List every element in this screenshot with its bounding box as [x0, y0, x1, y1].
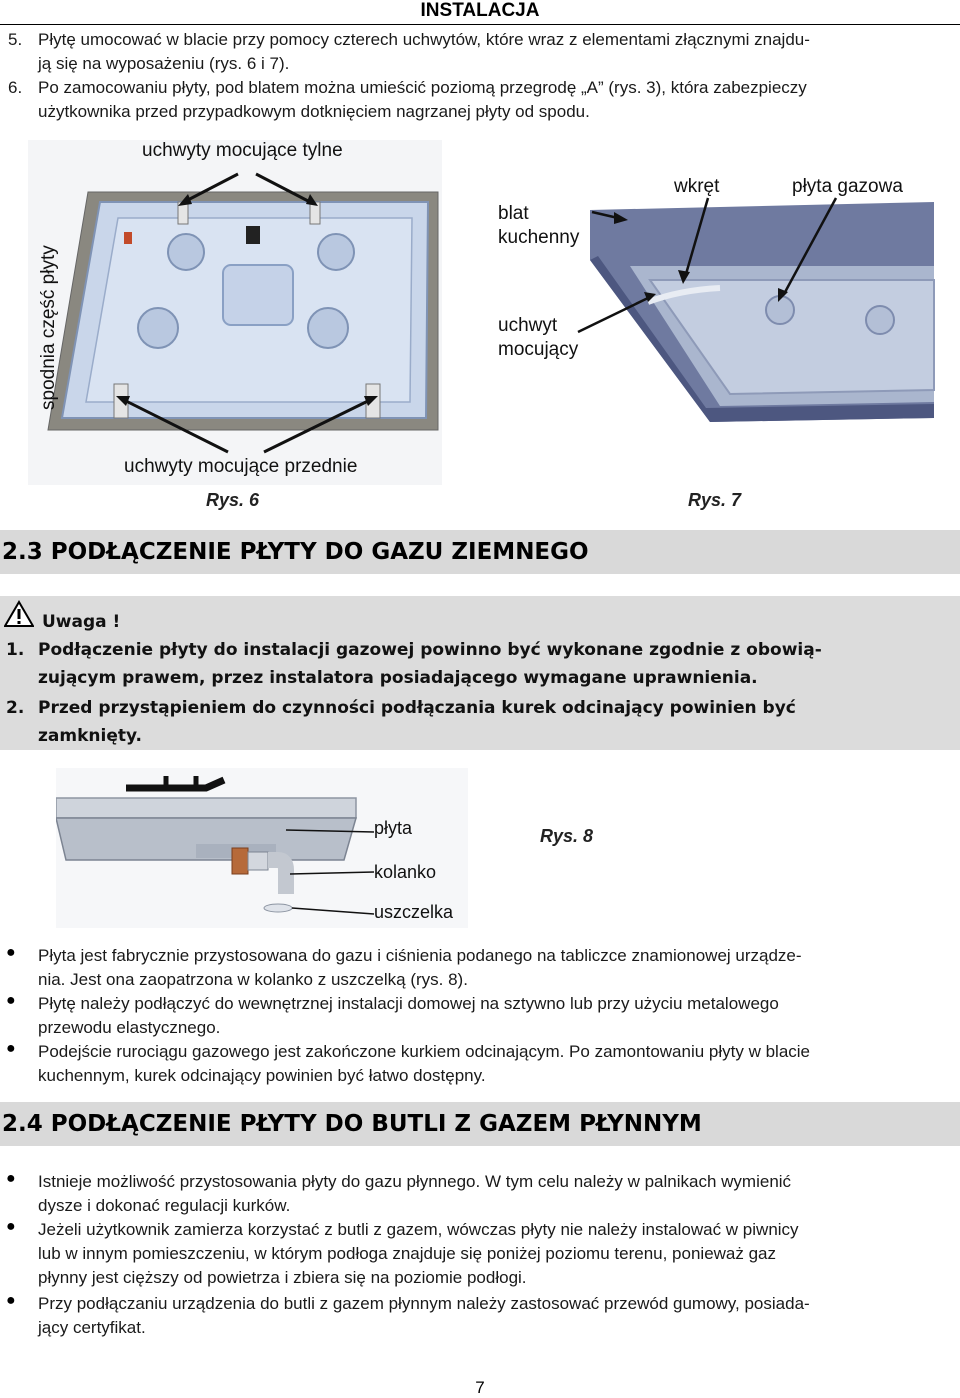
item-number: 2. — [6, 698, 25, 718]
bullet-item — [0, 992, 960, 1040]
step-number: 5. — [8, 30, 23, 49]
section-2-4-header — [0, 1102, 960, 1146]
figure-6 — [28, 140, 442, 485]
warning-item-2 — [0, 694, 956, 750]
bullet-item — [0, 1040, 960, 1088]
item-line: Podłączenie płyty do instalacji gazowej powinno być wykonane zgodnie z obowią- — [38, 640, 822, 660]
label-mounting-clip — [498, 314, 578, 362]
bullet-line: Płyta jest fabrycznie przystosowana do gazu i ciśnienia podanego na tabliczce znamionowej urządze- — [38, 946, 802, 965]
bullet-line: przewodu elastycznego. — [38, 1018, 221, 1037]
bullet-item — [0, 1170, 960, 1218]
label-gas-hob: płyta gazowa — [792, 176, 903, 197]
label-countertop — [498, 202, 579, 250]
label-gasket: uszczelka — [374, 902, 454, 922]
header-divider — [0, 24, 960, 25]
section-title: 2.3 PODŁĄCZENIE PŁYTY DO GAZU ZIEMNEGO — [2, 539, 589, 565]
bullet-line: płynny jest cięższy od powietrza i zbiera się na poziomie podłogi. — [38, 1268, 527, 1287]
bullet-line: Przy podłączaniu urządzenia do butli z gazem płynnym należy zastosować przewód gumowy, posiada- — [38, 1294, 810, 1313]
warning-item-1 — [0, 636, 956, 692]
page-header: INSTALACJA — [420, 0, 540, 21]
step-number: 6. — [8, 78, 23, 97]
step-line: ją się na wyposażeniu (rys. 6 i 7). — [38, 54, 290, 73]
bullet-icon: ● — [6, 944, 16, 961]
caption-rys-6: Rys. 6 — [206, 490, 260, 510]
bullet-icon: ● — [6, 1292, 16, 1309]
step-line: użytkownika przed przypadkowym dotknięciem nagrzanej płyty od spodu. — [38, 102, 590, 121]
bullet-icon: ● — [6, 1218, 16, 1235]
hob-underside-illustration — [28, 140, 442, 485]
bullet-icon: ● — [6, 1170, 16, 1187]
bullet-icon: ● — [6, 1040, 16, 1057]
figure-7 — [480, 170, 940, 470]
item-line: zamknięty. — [38, 726, 142, 746]
label-rear-clips: uchwyty mocujące tylne — [142, 140, 343, 161]
bullet-item — [0, 1292, 960, 1340]
bullet-line: dysze i dokonać regulacji kurków. — [38, 1196, 291, 1215]
step-line: Płytę umocować w blacie przy pomocy czterech uchwytów, które wraz z elementami złącznymi znajdu- — [38, 30, 810, 49]
bullet-item — [0, 1218, 960, 1290]
bullet-line: Podejście rurociągu gazowego jest zakończone kurkiem odcinającym. Po zamontowaniu płyty w blacie — [38, 1042, 811, 1061]
label-line: uchwyt — [498, 315, 558, 336]
label-line: kuchenny — [498, 227, 580, 248]
label-hob: płyta — [374, 818, 413, 838]
bullet-icon: ● — [6, 992, 16, 1009]
caption-rys-8: Rys. 8 — [540, 826, 594, 846]
section-title: 2.4 PODŁĄCZENIE PŁYTY DO BUTLI Z GAZEM PŁYNNYM — [2, 1111, 702, 1137]
caption-rys-7: Rys. 7 — [688, 490, 742, 510]
item-line: Przed przystąpieniem do czynności podłączania kurek odcinający powinien być — [38, 698, 796, 718]
bullet-line: Jeżeli użytkownik zamierza korzystać z butli z gazem, wówczas płyty nie należy instalować w piwnicy — [38, 1220, 799, 1239]
item-number: 1. — [6, 640, 25, 660]
label-line: blat — [498, 203, 529, 224]
bullet-line: nia. Jest ona zaopatrzona w kolanko z uszczelką (rys. 8). — [38, 970, 468, 989]
label-front-clips: uchwyty mocujące przednie — [124, 456, 358, 477]
bullet-line: jący certyfikat. — [38, 1318, 146, 1337]
section-2-3-header — [0, 530, 960, 574]
page-number: 7 — [475, 1378, 485, 1397]
label-line: mocujący — [498, 339, 579, 360]
label-elbow: kolanko — [374, 862, 437, 882]
bullet-line: Płytę należy podłączyć do wewnętrznej instalacji domowej na sztywno lub przy użyciu metalowego — [38, 994, 779, 1013]
warning-triangle-icon — [4, 600, 34, 628]
label-screw: wkręt — [674, 176, 720, 197]
bullet-line: Istnieje możliwość przystosowania płyty do gazu płynnego. W tym celu należy w palnikach wymienić — [38, 1172, 792, 1191]
warning-box — [0, 596, 960, 750]
bullet-line: kuchennym, kurek odcinający powinien być łatwo dostępny. — [38, 1066, 486, 1085]
warning-heading: Uwaga ! — [42, 612, 121, 632]
bullet-item — [0, 944, 960, 992]
item-line: zującym prawem, przez instalatora posiadającego wymagane uprawnienia. — [38, 668, 758, 688]
step-line: Po zamocowaniu płyty, pod blatem można umieścić poziomą przegrodę „A” (rys. 3), która zabezpieczy — [38, 78, 807, 97]
bullet-line: lub w innym pomieszczeniu, w którym podłoga znajduje się poniżej poziomu terenu, ponieważ gaz — [38, 1244, 777, 1263]
figure-8 — [56, 768, 468, 928]
